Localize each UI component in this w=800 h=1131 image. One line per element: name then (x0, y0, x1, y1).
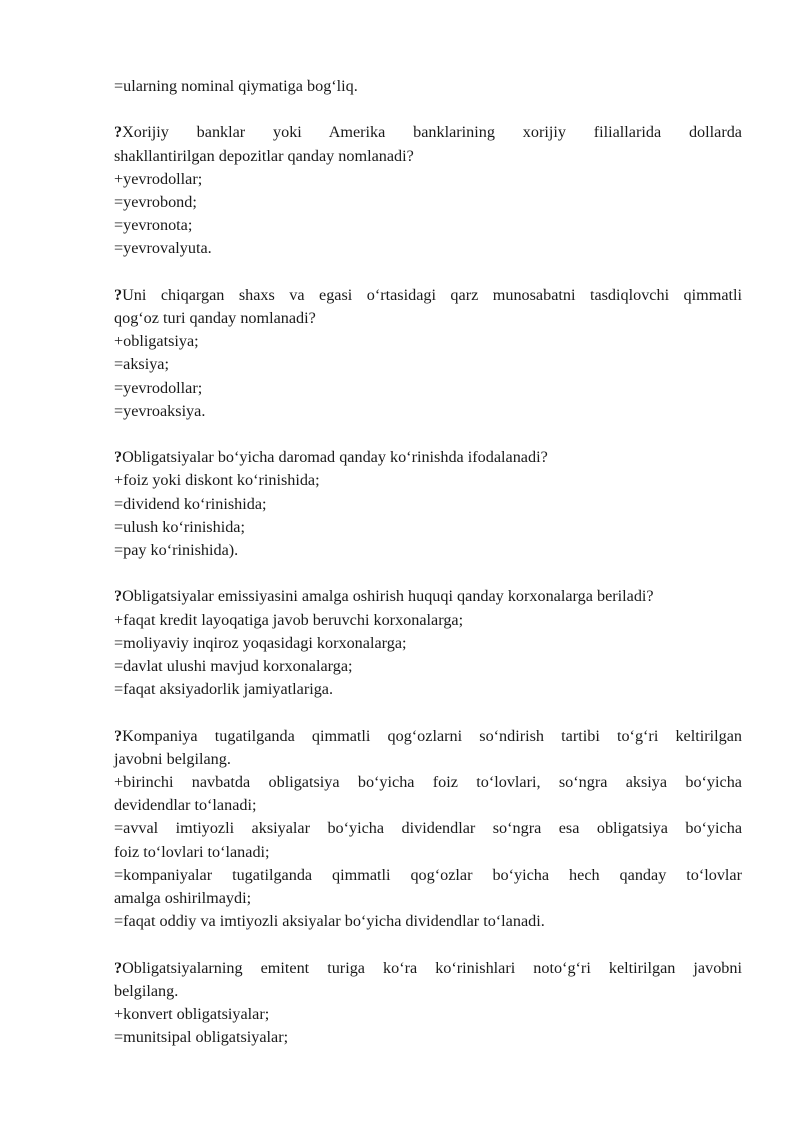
question-mark: ? (114, 726, 123, 745)
spacer (114, 701, 742, 724)
question-5 (114, 725, 742, 748)
answer-option: =faqat aksiyadorlik jamiyatlariga. (114, 680, 334, 699)
spacer (114, 423, 742, 446)
question-1-text-line-1: Xorijiy banklar yoki Amerika banklarining xorijiy filiallarida dollarda (122, 123, 742, 142)
spacer (114, 98, 742, 121)
answer-option: =yevrobond; (114, 193, 197, 211)
question-mark: ? (114, 123, 123, 142)
question-5-text-line-1: Kompaniya tugatilganda qimmatli qog‘ozlarni so‘ndirish tartibi to‘g‘ri keltirilgan (122, 726, 742, 745)
spacer (114, 562, 742, 585)
question-2 (114, 284, 742, 307)
answer-option-line-1: =kompaniyalar tugatilganda qimmatli qog‘ozlar bo‘yicha hech qanday to‘lovlar (114, 865, 742, 884)
question-mark: ? (114, 285, 123, 304)
answer-option: =yevroaksiya. (114, 401, 206, 420)
answer-line: =ularning nominal qiymatiga bog‘liq. (114, 77, 358, 95)
question-mark: ? (114, 448, 123, 467)
answer-correct: +foiz yoki diskont ko‘rinishida; (114, 471, 320, 490)
answer-option: =dividend ko‘rinishida; (114, 494, 267, 513)
answer-option: =yevrovalyuta. (114, 239, 212, 258)
question-4 (114, 585, 742, 608)
answer-option: =ulush ko‘rinishida; (114, 517, 245, 536)
answer-option: =moliyaviy inqiroz yoqasidagi korxonalarga; (114, 633, 407, 652)
answer-option: =yevronota; (114, 216, 193, 235)
answer-correct: +faqat kredit layoqatiga javob beruvchi korxonalarga; (114, 610, 464, 629)
answer-option: =faqat oddiy va imtiyozli aksiyalar bo‘yicha dividendlar to‘lanadi. (114, 912, 545, 931)
question-4-text-line-1: Obligatsiyalar emissiyasini amalga oshirish huquqi qanday korxonalarga beriladi? (122, 587, 654, 606)
question-5-text-line-2: javobni belgilang. (114, 749, 231, 768)
answer-option: =davlat ulushi mavjud korxonalarga; (114, 657, 353, 676)
answer-option: =aksiya; (114, 355, 169, 374)
answer-correct: +obligatsiya; (114, 332, 199, 351)
question-6-text-line-2: belgilang. (114, 981, 179, 1000)
document-page (114, 75, 742, 1049)
answer-correct-line-2: devidendlar to‘lanadi; (114, 796, 257, 815)
spacer (114, 261, 742, 284)
question-3-text-line-1: Obligatsiyalar bo‘yicha daromad qanday ko‘rinishda ifodalanadi? (122, 448, 548, 467)
answer-option-line-1: =avval imtiyozli aksiyalar bo‘yicha dividendlar so‘ngra esa obligatsiya bo‘yicha (114, 819, 742, 838)
question-6-text-line-1: Obligatsiyalarning emitent turiga ko‘ra ko‘rinishlari noto‘g‘ri keltirilgan javobni (122, 958, 742, 977)
question-1-text-line-2: shakllantirilgan depozitlar qanday nomlanadi? (114, 146, 414, 165)
spacer (114, 933, 742, 956)
question-3 (114, 446, 742, 469)
question-2-text-line-1: Uni chiqargan shaxs va egasi o‘rtasidagi qarz munosabatni tasdiqlovchi qimmatli (122, 285, 742, 304)
answer-option-line-2: amalga oshirilmaydi; (114, 889, 252, 908)
answer-option: =munitsipal obligatsiyalar; (114, 1028, 289, 1047)
answer-option: =yevrodollar; (114, 378, 203, 397)
answer-option: =pay ko‘rinishida). (114, 541, 239, 560)
answer-correct-line-1: +birinchi navbatda obligatsiya bo‘yicha foiz to‘lovlari, so‘ngra aksiya bo‘yicha (114, 773, 742, 792)
question-mark: ? (114, 587, 123, 606)
answer-correct: +yevrodollar; (114, 169, 203, 188)
question-mark: ? (114, 958, 123, 977)
question-2-text-line-2: qog‘oz turi qanday nomlanadi? (114, 309, 316, 327)
question-6 (114, 957, 742, 980)
answer-correct: +konvert obligatsiyalar; (114, 1005, 270, 1024)
question-1 (114, 121, 742, 144)
answer-option-line-2: foiz to‘lovlari to‘lanadi; (114, 842, 270, 861)
